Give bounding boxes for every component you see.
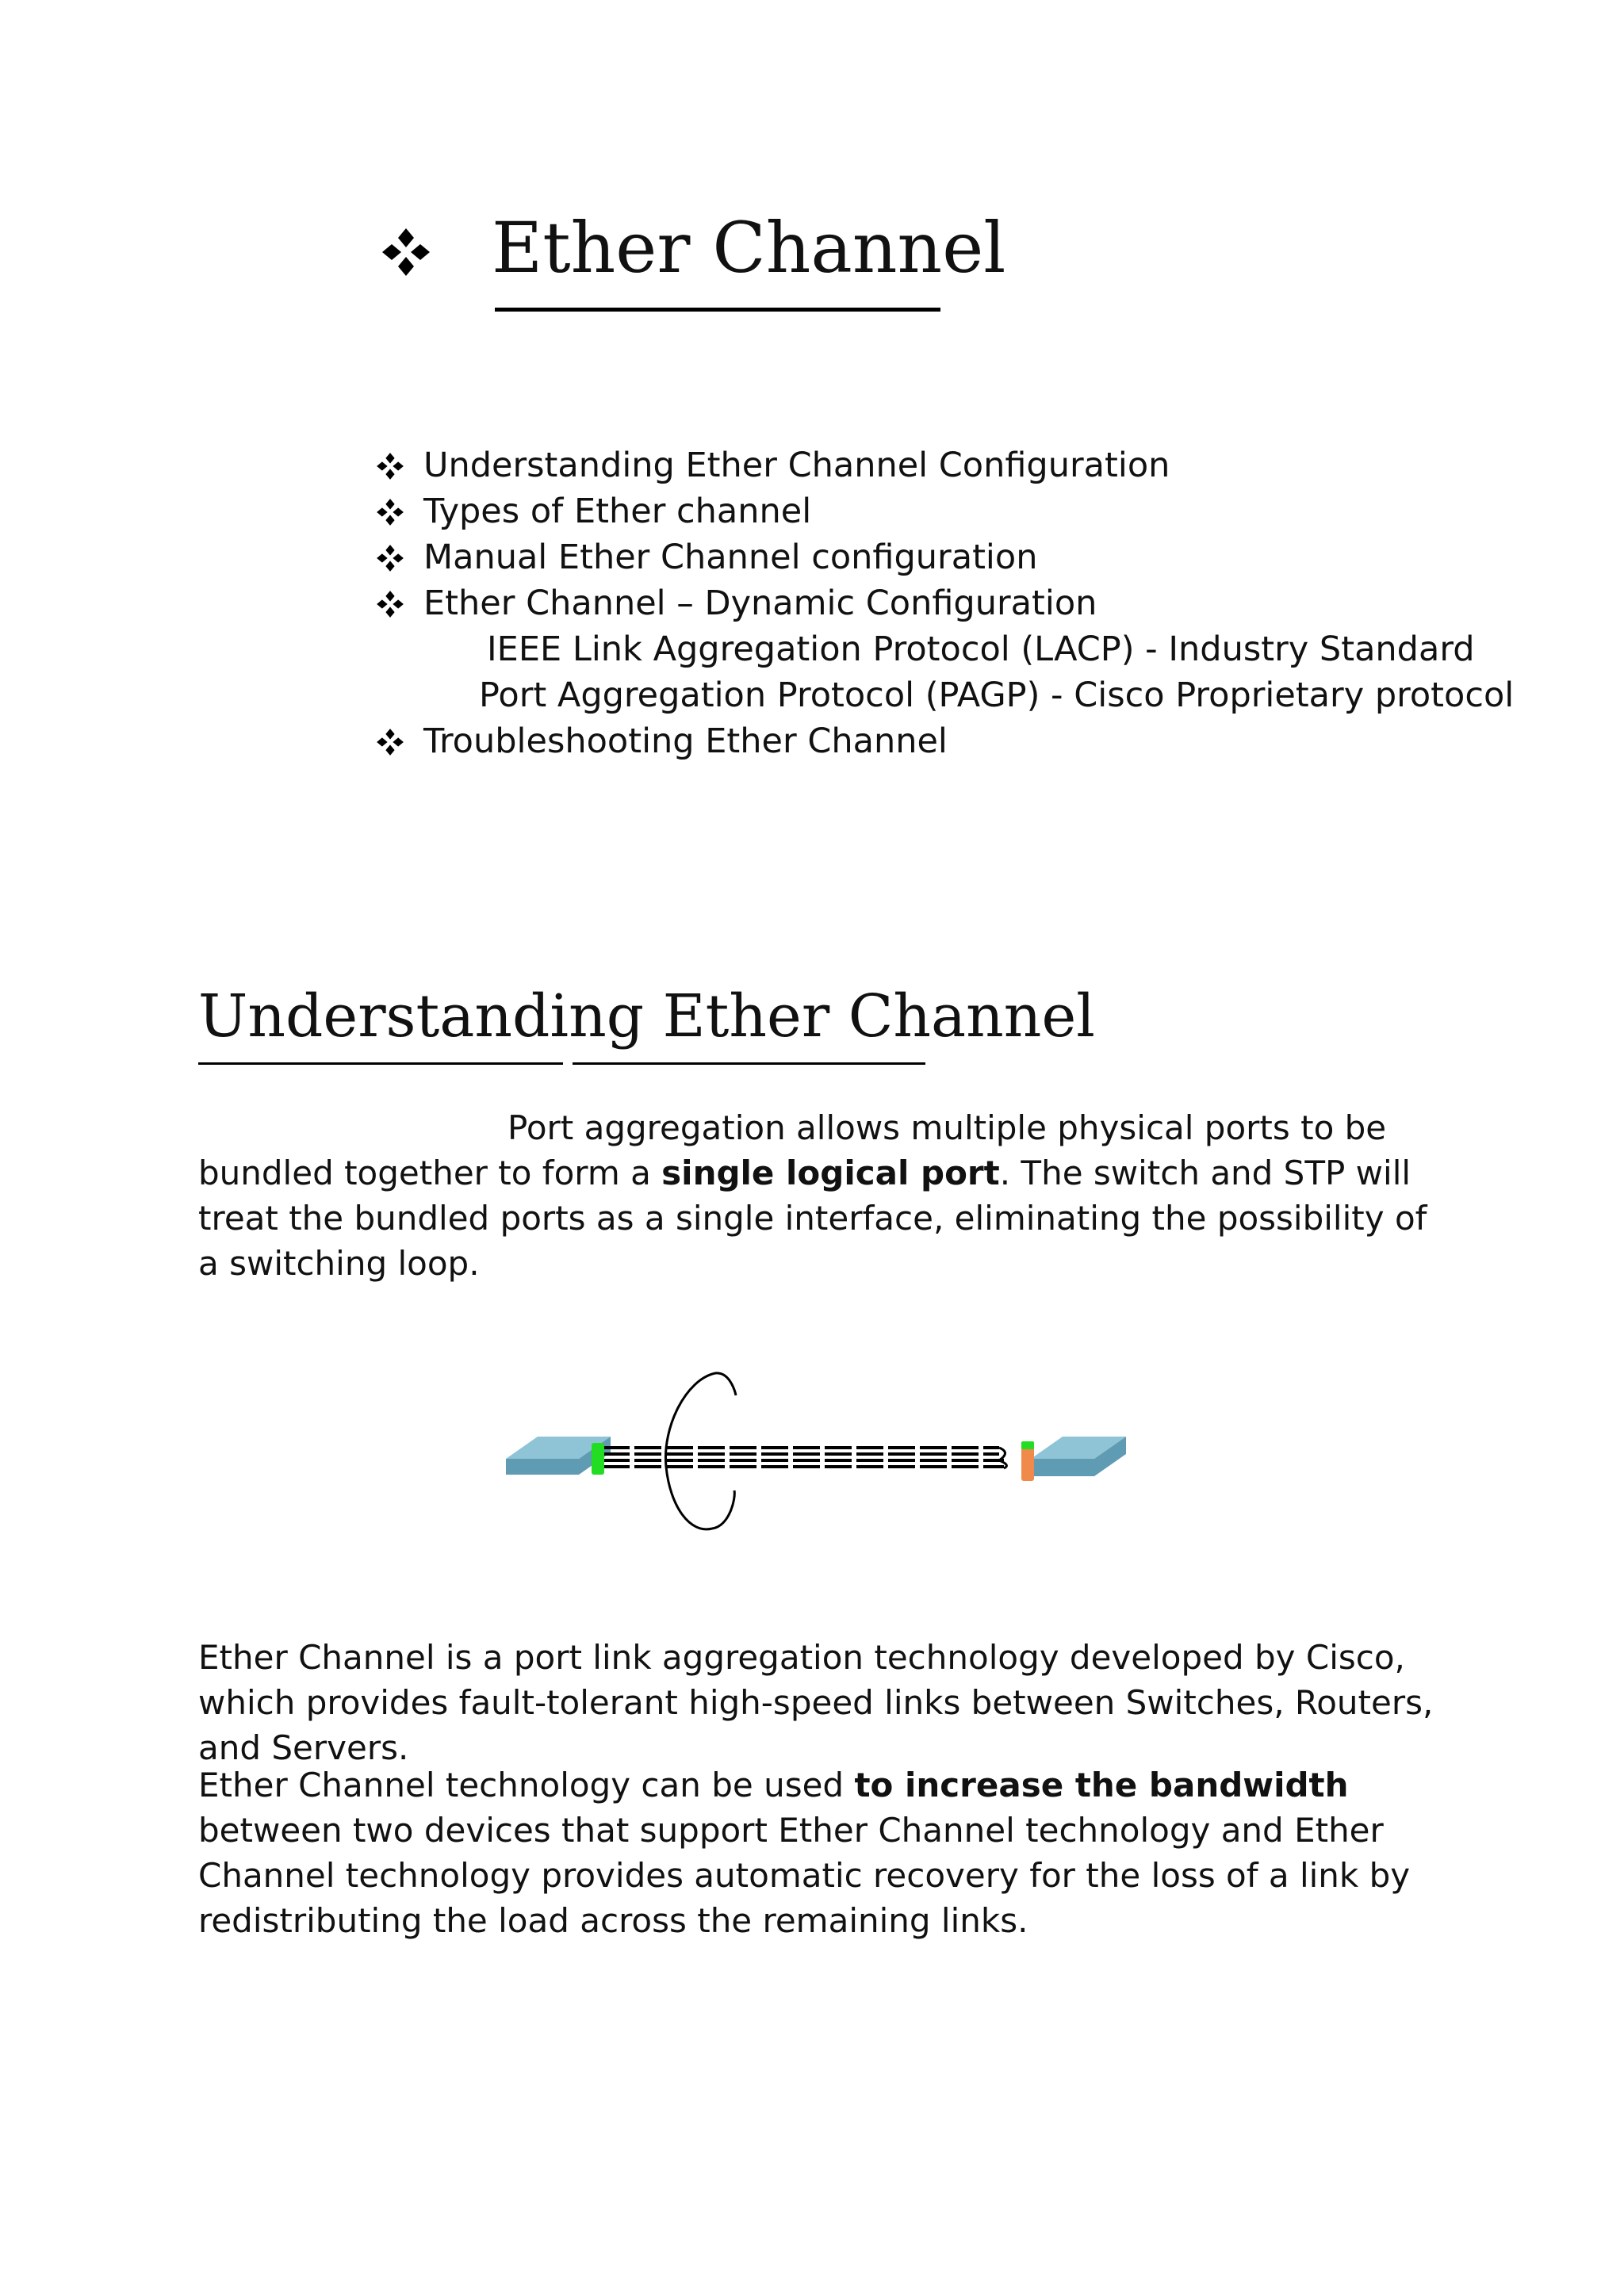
- list-item-text: Manual Ether Channel configuration: [423, 538, 1038, 577]
- bold-text: to increase the bandwidth: [854, 1766, 1349, 1804]
- bundle-ellipse: [665, 1373, 736, 1529]
- list-item-text: Port Aggregation Protocol (PAGP) - Cisco Proprietary protocol: [479, 675, 1515, 715]
- right-switch-icon: [1031, 1437, 1126, 1476]
- paragraph-etherchannel-definition: Ether Channel is a port link aggregation technology developed by Cisco, which provides fault-tolerant high-speed links between Switches, Routers, and Servers.: [198, 1638, 1434, 1767]
- paragraph-etherchannel-bandwidth: Ether Channel technology can be used to increase the bandwidth between two devices that support Ether Channel technology and Ether Channel technology provides automatic recovery for the loss of a link by redistributing the load across the remaining links.: [198, 1766, 1411, 1940]
- list-item-text: Types of Ether channel: [423, 492, 812, 531]
- port-indicator-green: [1021, 1441, 1034, 1449]
- section-heading: Understanding Ether Channel: [198, 982, 1095, 1050]
- diamond-bullet-icon: [376, 498, 404, 526]
- title-underline: [495, 308, 940, 312]
- bold-text: single logical port: [661, 1154, 1000, 1192]
- etherchannel-diagram: [500, 1364, 1134, 1538]
- paragraph-port-aggregation: Port aggregation allows multiple physical ports to be bundled together to form a single logical port. The switch and STP will treat the bundled ports as a single interface, eliminating the possibility of a switching loop.: [198, 1108, 1427, 1283]
- port-indicator-orange: [1021, 1446, 1034, 1481]
- diamond-bullet-icon: [376, 728, 404, 756]
- heading-underline: [198, 1062, 563, 1065]
- heading-underline: [573, 1062, 925, 1065]
- port-indicator-green: [592, 1443, 604, 1475]
- diamond-bullet-icon: [376, 590, 404, 618]
- page-title: Ether Channel: [492, 207, 1006, 289]
- bundled-links: [603, 1448, 1004, 1467]
- list-item-text: IEEE Link Aggregation Protocol (LACP) - Industry Standard: [487, 629, 1475, 669]
- list-item-text: Understanding Ether Channel Configuration: [423, 446, 1170, 485]
- list-item-text: Ether Channel – Dynamic Configuration: [423, 584, 1097, 623]
- list-item-text: Troubleshooting Ether Channel: [423, 721, 948, 761]
- diamond-bullet-icon: [376, 544, 404, 572]
- diamond-bullet-icon: [376, 452, 404, 480]
- diamond-bullet-icon: [381, 227, 431, 277]
